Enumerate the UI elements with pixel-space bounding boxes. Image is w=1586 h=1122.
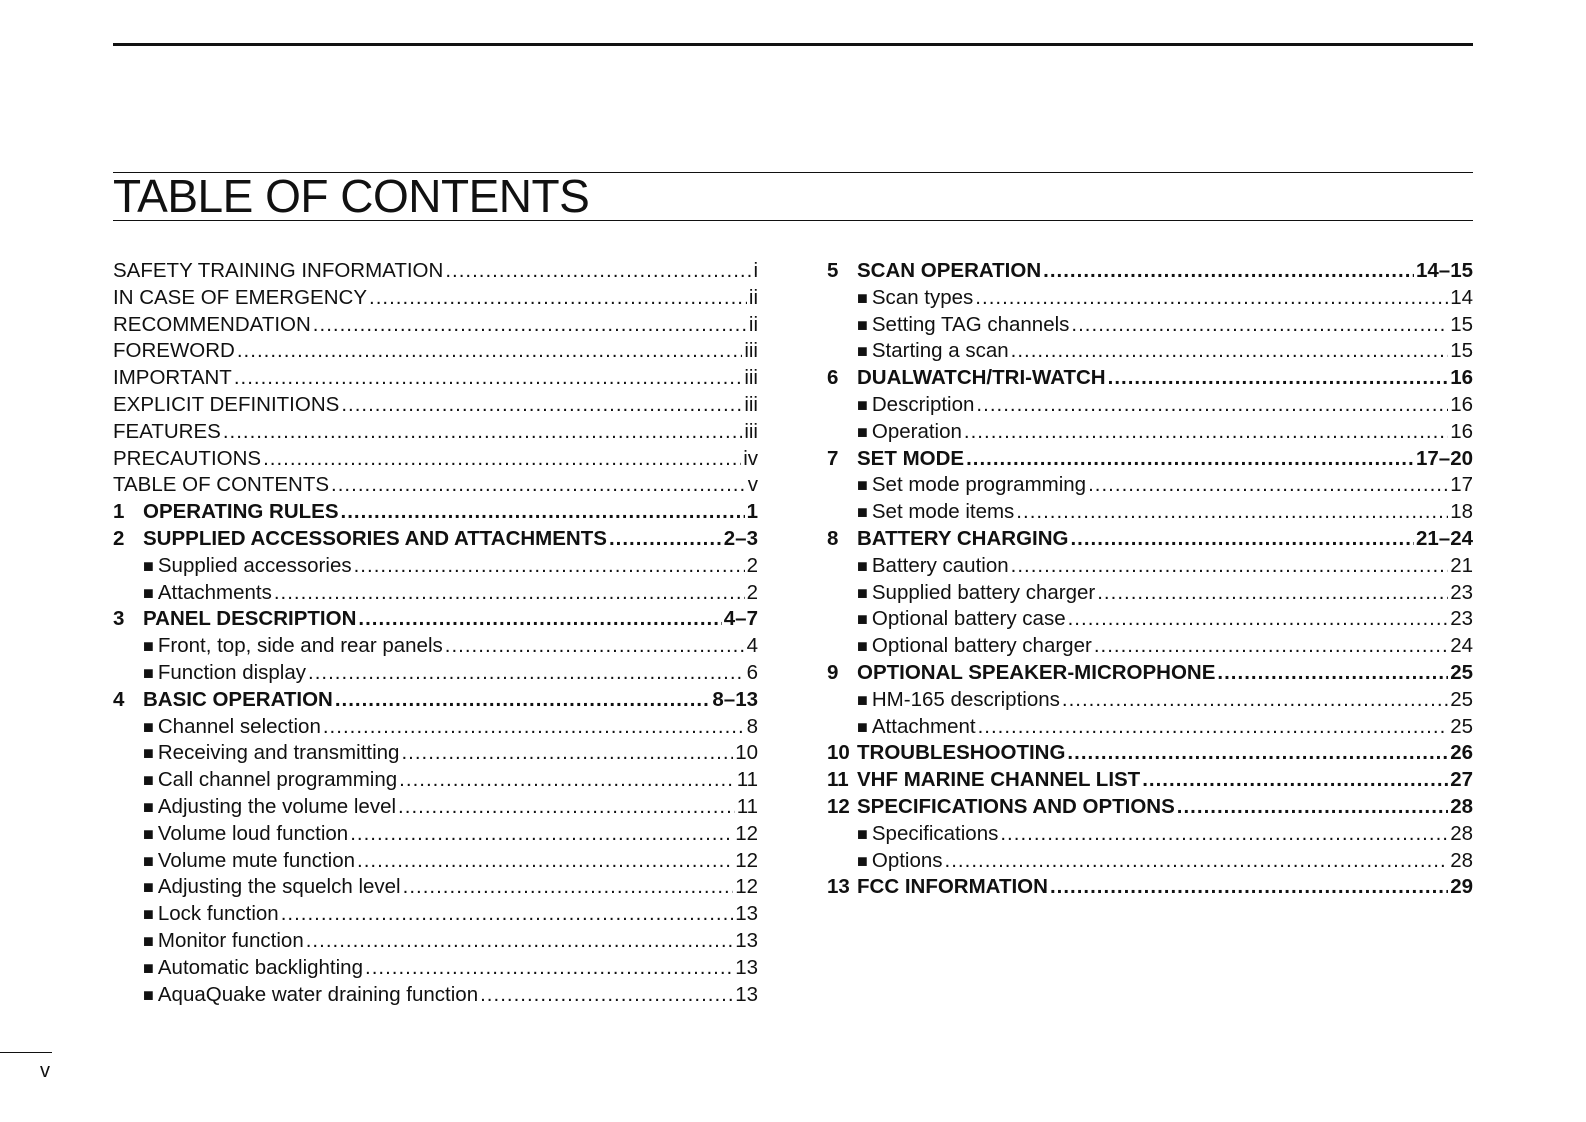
toc-entry-label: Set mode programming [871, 473, 1087, 497]
toc-entry-page: 18 [1450, 500, 1473, 524]
dot-leader [945, 848, 1449, 875]
toc-subentry[interactable] [827, 392, 1473, 419]
dot-leader [976, 392, 1448, 419]
toc-entry-label: Scan types [871, 285, 974, 309]
toc-entry-page: 17 [1450, 473, 1473, 497]
toc-entry-page: 12 [735, 875, 758, 899]
dot-leader [1071, 312, 1448, 339]
dot-leader [331, 472, 746, 499]
toc-entry[interactable] [827, 660, 1473, 687]
toc-entry-label: PRECAUTIONS [113, 446, 262, 470]
square-bullet-icon: ■ [857, 609, 868, 630]
toc-subentry[interactable] [113, 767, 758, 794]
toc-entry-label: Optional battery charger [871, 634, 1092, 658]
dot-leader [1177, 794, 1448, 821]
toc-entry-label: Supplied accessories [157, 553, 352, 577]
toc-entry-label: Volume loud function [157, 821, 349, 845]
toc-entry-page: 16 [1450, 392, 1473, 416]
square-bullet-icon: ■ [143, 582, 154, 603]
toc-entry-page: iii [744, 366, 758, 390]
dot-leader [1016, 499, 1448, 526]
toc-entry-label: AquaQuake water draining function [157, 982, 479, 1006]
toc-entry-number: 11 [827, 768, 849, 792]
toc-entry-label: PANEL DESCRIPTION [143, 607, 357, 631]
toc-entry-label: EXPLICIT DEFINITIONS [113, 392, 340, 416]
toc-entry-number: 3 [113, 607, 125, 631]
toc-subentry[interactable] [827, 499, 1473, 526]
square-bullet-icon: ■ [143, 636, 154, 657]
square-bullet-icon: ■ [857, 502, 868, 523]
toc-entry[interactable] [113, 258, 758, 285]
dot-leader [1050, 874, 1448, 901]
toc-entry-number: 8 [827, 526, 839, 550]
toc-entry-label: Monitor function [157, 928, 304, 952]
toc-entry-page: 8 [746, 714, 758, 738]
square-bullet-icon: ■ [143, 716, 154, 737]
toc-subentry[interactable] [827, 419, 1473, 446]
toc-entry-page: 2 [746, 553, 758, 577]
toc-entry-page: 26 [1450, 741, 1473, 765]
dot-leader [1011, 553, 1449, 580]
square-bullet-icon: ■ [143, 823, 154, 844]
toc-entry-page: 25 [1450, 714, 1473, 738]
toc-entry-label: TROUBLESHOOTING [857, 741, 1066, 765]
dot-leader [369, 285, 747, 312]
toc-entry-label: FEATURES [113, 419, 221, 443]
square-bullet-icon: ■ [143, 877, 154, 898]
square-bullet-icon: ■ [857, 475, 868, 496]
toc-subentry[interactable] [827, 312, 1473, 339]
toc-entry-page: 4 [746, 634, 758, 658]
toc-entry-page: 16 [1450, 419, 1473, 443]
toc-entry[interactable] [113, 338, 758, 365]
dot-leader [399, 767, 735, 794]
toc-entry-label: Front, top, side and rear panels [157, 634, 443, 658]
toc-entry-label: Starting a scan [871, 339, 1009, 363]
dot-leader [398, 794, 735, 821]
toc-entry-label: BATTERY CHARGING [857, 526, 1069, 550]
toc-subentry[interactable] [827, 285, 1473, 312]
toc-entry[interactable] [827, 794, 1473, 821]
square-bullet-icon: ■ [143, 770, 154, 791]
toc-entry-label: Optional battery case [871, 607, 1066, 631]
dot-leader [1108, 365, 1449, 392]
toc-entry-page: 4–7 [723, 607, 758, 631]
square-bullet-icon: ■ [857, 636, 868, 657]
toc-entry-label: OPERATING RULES [143, 500, 339, 524]
toc-entry-page: 1 [746, 500, 758, 524]
dot-leader [323, 714, 745, 741]
toc-left-column [113, 258, 758, 1008]
toc-entry-page: 13 [735, 982, 758, 1006]
toc-entry-page: iv [743, 446, 758, 470]
toc-entry-number: 12 [827, 794, 850, 818]
toc-entry-page: 12 [735, 848, 758, 872]
dot-leader [445, 633, 745, 660]
square-bullet-icon: ■ [143, 850, 154, 871]
dot-leader [335, 687, 711, 714]
square-bullet-icon: ■ [143, 662, 154, 683]
toc-subentry[interactable] [113, 848, 758, 875]
toc-subentry[interactable] [113, 901, 758, 928]
toc-entry[interactable] [113, 472, 758, 499]
toc-entry-label: VHF MARINE CHANNEL LIST [857, 768, 1141, 792]
toc-entry-page: ii [748, 312, 758, 336]
toc-entry[interactable] [113, 446, 758, 473]
toc-entry-page: 28 [1450, 821, 1473, 845]
toc-subentry[interactable] [113, 982, 758, 1009]
toc-entry-page: 11 [736, 768, 758, 792]
toc-subentry[interactable] [113, 740, 758, 767]
toc-entry-number: 10 [827, 741, 850, 765]
toc-entry[interactable] [827, 740, 1473, 767]
dot-leader [964, 419, 1448, 446]
toc-entry-page: 8–13 [712, 687, 758, 711]
square-bullet-icon: ■ [857, 341, 868, 362]
toc-subentry[interactable] [827, 580, 1473, 607]
toc-entry-label: Set mode items [871, 500, 1015, 524]
toc-right-column [827, 258, 1473, 901]
toc-entry-label: SPECIFICATIONS AND OPTIONS [857, 794, 1175, 818]
toc-subentry[interactable] [113, 553, 758, 580]
toc-entry[interactable] [113, 687, 758, 714]
toc-entry-number: 4 [113, 687, 125, 711]
toc-entry-page: 15 [1450, 312, 1473, 336]
toc-entry-page: 13 [735, 955, 758, 979]
toc-entry-page: 16 [1450, 366, 1473, 390]
toc-entry[interactable] [113, 365, 758, 392]
toc-subentry[interactable] [827, 821, 1473, 848]
toc-entry[interactable] [827, 365, 1473, 392]
toc-entry-label: FOREWORD [113, 339, 235, 363]
toc-entry-number: 5 [827, 259, 839, 282]
toc-subentry[interactable] [827, 687, 1473, 714]
toc-entry-number: 9 [827, 660, 839, 684]
toc-entry-label: SET MODE [857, 446, 965, 470]
dot-leader [1068, 606, 1449, 633]
toc-entry-number: 2 [113, 526, 125, 550]
toc-entry-label: FCC INFORMATION [857, 875, 1048, 899]
toc-entry-label: SUPPLIED ACCESSORIES AND ATTACHMENTS [143, 526, 607, 550]
toc-entry[interactable] [827, 526, 1473, 553]
toc-subentry[interactable] [827, 848, 1473, 875]
toc-entry-label: OPTIONAL SPEAKER-MICROPHONE [857, 660, 1216, 684]
toc-subentry[interactable] [113, 874, 758, 901]
toc-entry-label: HM-165 descriptions [871, 687, 1060, 711]
toc-entry-page: 23 [1450, 607, 1473, 631]
toc-entry-page: i [753, 259, 758, 282]
toc-entry-label: Description [871, 392, 975, 416]
dot-leader [308, 660, 745, 687]
toc-entry[interactable] [113, 419, 758, 446]
toc-entry[interactable] [113, 285, 758, 312]
dot-leader [978, 714, 1449, 741]
toc-entry-page: 28 [1450, 794, 1473, 818]
toc-subentry[interactable] [113, 660, 758, 687]
toc-subentry[interactable] [827, 472, 1473, 499]
square-bullet-icon: ■ [857, 716, 868, 737]
dot-leader [1067, 740, 1448, 767]
toc-entry-number: 1 [113, 500, 125, 524]
toc-subentry[interactable] [827, 338, 1473, 365]
toc-subentry[interactable] [827, 714, 1473, 741]
toc-entry-number: 7 [827, 446, 839, 470]
dot-leader [263, 446, 741, 473]
dot-leader [306, 928, 733, 955]
square-bullet-icon: ■ [857, 314, 868, 335]
title-rule-bottom [113, 220, 1473, 221]
dot-leader [1142, 767, 1448, 794]
toc-subentry[interactable] [827, 633, 1473, 660]
toc-entry-label: Automatic backlighting [157, 955, 363, 979]
toc-entry-page: 17–20 [1415, 446, 1473, 470]
dot-leader [609, 526, 722, 553]
toc-entry-page: 27 [1450, 768, 1473, 792]
toc-entry[interactable] [113, 392, 758, 419]
toc-entry-page: 29 [1450, 875, 1473, 899]
toc-subentry[interactable] [113, 928, 758, 955]
toc-entry-page: 28 [1450, 848, 1473, 872]
toc-entry[interactable] [113, 499, 758, 526]
page-number: v [40, 1060, 50, 1082]
square-bullet-icon: ■ [857, 394, 868, 415]
toc-entry[interactable] [827, 874, 1473, 901]
toc-entry-page: 23 [1450, 580, 1473, 604]
toc-entry-page: 25 [1450, 687, 1473, 711]
dot-leader [350, 821, 733, 848]
dot-leader [281, 901, 734, 928]
dot-leader [274, 580, 745, 607]
dot-leader [237, 338, 742, 365]
toc-entry-label: DUALWATCH/TRI-WATCH [857, 366, 1106, 390]
toc-entry-label: TABLE OF CONTENTS [113, 473, 330, 497]
toc-entry-page: 21–24 [1415, 526, 1473, 550]
toc-entry[interactable] [827, 446, 1473, 473]
square-bullet-icon: ■ [143, 957, 154, 978]
toc-subentry[interactable] [113, 794, 758, 821]
toc-entry[interactable] [827, 258, 1473, 285]
toc-entry-label: Options [871, 848, 943, 872]
toc-entry-page: 6 [746, 660, 758, 684]
toc-entry-number: 13 [827, 875, 850, 899]
toc-subentry[interactable] [113, 580, 758, 607]
square-bullet-icon: ■ [143, 743, 154, 764]
dot-leader [223, 419, 743, 446]
toc-subentry[interactable] [827, 553, 1473, 580]
square-bullet-icon: ■ [143, 930, 154, 951]
toc-entry-label: Specifications [871, 821, 999, 845]
toc-entry-label: Channel selection [157, 714, 321, 738]
dot-leader [1097, 580, 1448, 607]
toc-entry-page: ii [748, 285, 758, 309]
dot-leader [480, 982, 733, 1009]
dot-leader [445, 258, 751, 285]
toc-entry[interactable] [113, 526, 758, 553]
toc-entry[interactable] [113, 312, 758, 339]
dot-leader [1000, 821, 1448, 848]
toc-entry-page: 15 [1450, 339, 1473, 363]
dot-leader [1070, 526, 1414, 553]
toc-entry-page: 24 [1450, 634, 1473, 658]
square-bullet-icon: ■ [857, 850, 868, 871]
dot-leader [1011, 338, 1449, 365]
toc-entry-page: 14–15 [1415, 259, 1473, 282]
toc-entry-page: 2 [746, 580, 758, 604]
toc-entry-label: Adjusting the volume level [157, 794, 397, 818]
toc-entry-page: 11 [736, 794, 758, 818]
dot-leader [341, 392, 742, 419]
toc-entry-page: 25 [1450, 660, 1473, 684]
toc-entry-page: iii [744, 419, 758, 443]
dot-leader [1043, 258, 1414, 285]
toc-entry-label: Lock function [157, 902, 279, 926]
dot-leader [357, 848, 733, 875]
toc-entry-page: 2–3 [723, 526, 758, 550]
toc-entry-label: RECOMMENDATION [113, 312, 311, 336]
dot-leader [354, 553, 745, 580]
toc-subentry[interactable] [113, 633, 758, 660]
toc-entry-label: SAFETY TRAINING INFORMATION [113, 259, 444, 282]
dot-leader [234, 365, 743, 392]
square-bullet-icon: ■ [857, 287, 868, 308]
square-bullet-icon: ■ [143, 796, 154, 817]
dot-leader [966, 446, 1414, 473]
page-title: TABLE OF CONTENTS [113, 170, 590, 222]
toc-entry-page: 14 [1450, 285, 1473, 309]
toc-subentry[interactable] [113, 714, 758, 741]
toc-entry-label: Volume mute function [157, 848, 356, 872]
toc-entry-page: iii [744, 392, 758, 416]
toc-entry-page: 21 [1450, 553, 1473, 577]
toc-entry-page: 13 [735, 902, 758, 926]
dot-leader [403, 874, 734, 901]
square-bullet-icon: ■ [857, 689, 868, 710]
toc-entry-number: 6 [827, 366, 839, 390]
toc-entry-page: 12 [735, 821, 758, 845]
toc-entry-label: Function display [157, 660, 307, 684]
toc-entry-label: Attachments [157, 580, 272, 604]
toc-entry-page: 10 [735, 741, 758, 765]
dot-leader [1094, 633, 1448, 660]
toc-entry-label: Battery caution [871, 553, 1009, 577]
dot-leader [401, 740, 733, 767]
toc-subentry[interactable] [113, 955, 758, 982]
toc-entry[interactable] [827, 767, 1473, 794]
toc-entry-label: Adjusting the squelch level [157, 875, 401, 899]
square-bullet-icon: ■ [857, 555, 868, 576]
toc-entry-label: Receiving and transmitting [157, 741, 400, 765]
toc-entry-label: IN CASE OF EMERGENCY [113, 285, 368, 309]
header-rule [113, 43, 1473, 46]
dot-leader [358, 606, 721, 633]
square-bullet-icon: ■ [857, 823, 868, 844]
toc-entry-label: BASIC OPERATION [143, 687, 333, 711]
dot-leader [1062, 687, 1448, 714]
square-bullet-icon: ■ [857, 582, 868, 603]
square-bullet-icon: ■ [143, 984, 154, 1005]
square-bullet-icon: ■ [143, 904, 154, 925]
dot-leader [1088, 472, 1448, 499]
toc-entry-page: v [747, 473, 758, 497]
dot-leader [975, 285, 1448, 312]
dot-leader [313, 312, 747, 339]
toc-entry-page: 13 [735, 928, 758, 952]
toc-entry-label: Operation [871, 419, 962, 443]
toc-entry-label: IMPORTANT [113, 366, 232, 390]
footer-rule [0, 1052, 52, 1053]
toc-subentry[interactable] [827, 606, 1473, 633]
toc-entry-label: Supplied battery charger [871, 580, 1096, 604]
toc-entry-label: Call channel programming [157, 768, 398, 792]
toc-entry-page: iii [744, 339, 758, 363]
square-bullet-icon: ■ [143, 555, 154, 576]
toc-entry-label: Attachment [871, 714, 976, 738]
toc-entry-label: SCAN OPERATION [857, 259, 1042, 282]
dot-leader [1217, 660, 1448, 687]
dot-leader [341, 499, 745, 526]
square-bullet-icon: ■ [857, 421, 868, 442]
toc-entry-label: Setting TAG channels [871, 312, 1070, 336]
toc-entry[interactable] [113, 606, 758, 633]
toc-subentry[interactable] [113, 821, 758, 848]
dot-leader [365, 955, 733, 982]
